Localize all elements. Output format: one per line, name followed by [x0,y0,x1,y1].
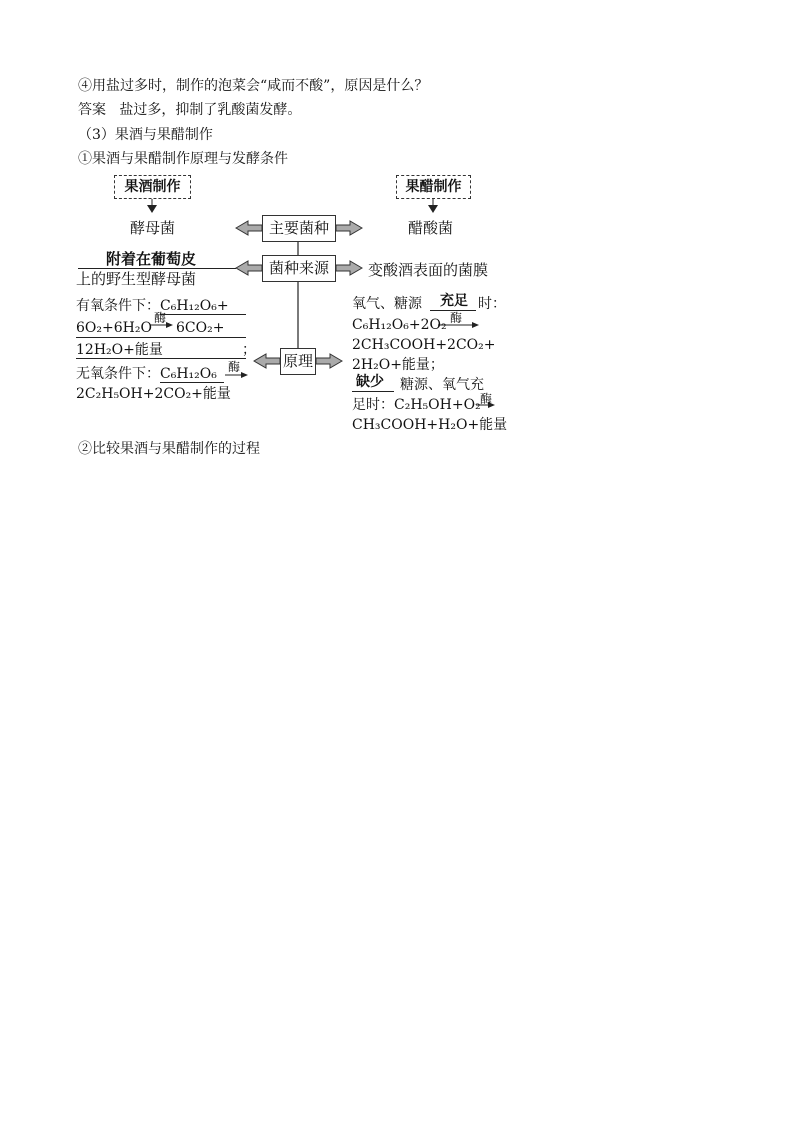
right-enzyme-2: 酶 [480,392,493,406]
right-cond1-suffix: 时： [478,296,506,312]
subsection-1-heading: ①果酒与果醋制作原理与发酵条件 [78,151,288,167]
principle-box: 原理 [280,348,316,375]
left-anaerobic-line-1: 无氧条件下：C₆H₁₂O₆ [76,366,217,382]
left-aerobic-line-1: 有氧条件下：C₆H₁₂O₆+ [76,298,229,314]
right-enzyme-1: 酶 [450,311,463,325]
right-cond2-underline [352,391,394,392]
left-aerobic-underline-1 [160,314,246,315]
right-formula1-b: 2CH₃COOH+2CO₂+ [352,337,496,353]
left-aerobic-line-3: 12H₂O+能量 [76,342,163,358]
left-aerobic-underline-2 [76,337,246,338]
right-cond2-fill: 缺少 [356,374,384,390]
left-semicolon: ； [242,342,256,358]
right-formula1-a: C₆H₁₂O₆+2O₂ [352,317,447,333]
principle-arrow-right [316,354,342,368]
vinegar-making-title: 果醋制作 [396,175,471,199]
main-strain-double-arrow-left [236,221,262,235]
wine-title-arrowhead [147,205,157,213]
strain-source-arrow-left [236,261,262,275]
wine-making-title: 果酒制作 [114,175,191,199]
right-cond2-suffix: 足时：C₂H₅OH+O₂ [352,397,481,413]
right-cond1-fill: 充足 [440,293,468,309]
left-enzyme-2: 酶 [228,360,241,374]
left-enzyme-1: 酶 [154,311,167,325]
answer-label: 答案 [78,102,106,118]
section-3-heading: （3）果酒与果醋制作 [78,127,213,143]
main-strain-double-arrow-right [336,221,362,235]
left-anaerobic-underline [160,382,224,383]
right-formula2-b: CH₃COOH+H₂O+能量 [352,417,508,433]
subsection-2-heading: ②比较果酒与果醋制作的过程 [78,441,260,457]
vinegar-title-arrowhead [428,205,438,213]
main-strain-box: 主要菌种 [262,215,336,242]
right-formula1-c: 2H₂O+能量； [352,357,444,373]
answer-text: 盐过多，抑制了乳酸菌发酵。 [119,102,302,118]
left-aerobic-line-2b: 6CO₂+ [176,320,225,336]
right-cond1-line: 氧气、糖源 [352,296,422,312]
strain-source-arrow-right [336,261,362,275]
left-aerobic-underline-3 [76,358,246,359]
right-cond2-mid: 糖源、氧气充 [400,377,484,393]
yeast-label: 酵母菌 [130,219,176,237]
yeast-source-underline [78,268,236,269]
yeast-source-rest: 上的野生型酵母菌 [76,270,197,288]
principle-arrow-left [254,354,280,368]
strain-source-box: 菌种来源 [262,255,336,282]
acetic-bacteria-label: 醋酸菌 [408,219,454,237]
yeast-source-fill: 附着在葡萄皮 [106,250,197,268]
left-anaerobic-line-2: 2C₂H₅OH+2CO₂+能量 [76,386,231,402]
left-aerobic-line-2: 6O₂+6H₂O [76,320,152,336]
acetic-source-label: 变酸酒表面的菌膜 [368,261,489,279]
question-4: ④用盐过多时，制作的泡菜会“咸而不酸”，原因是什么？ [78,78,429,94]
